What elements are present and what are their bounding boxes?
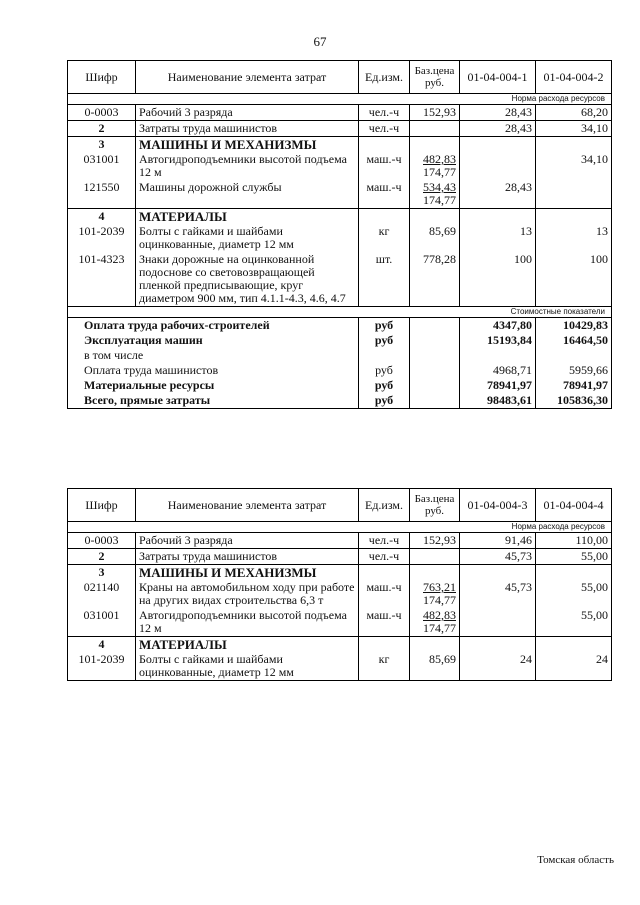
total-value-1: 98483,61 xyxy=(460,393,536,409)
row-value-2: 34,10 xyxy=(536,121,612,137)
section-code: 4 xyxy=(68,637,136,653)
row-unit: маш.-ч xyxy=(359,180,410,209)
total-label: Оплата труда рабочих-строителей xyxy=(68,318,359,334)
row-name: Автогидроподъемники высотой подъема 12 м xyxy=(136,608,359,637)
table-row xyxy=(68,652,612,681)
table-row xyxy=(68,224,612,252)
row-price xyxy=(410,121,460,137)
total-unit: руб xyxy=(359,333,410,348)
header-code: Шифр xyxy=(68,489,136,522)
total-value-1: 4347,80 xyxy=(460,318,536,334)
section-title: МАТЕРИАЛЫ xyxy=(136,209,359,225)
row-price: 152,93 xyxy=(410,105,460,121)
table-row xyxy=(68,180,612,209)
header-name: Наименование элемента затрат xyxy=(136,61,359,94)
row-code: 2 xyxy=(68,549,136,565)
page-number: 67 xyxy=(313,34,327,49)
row-code: 0-0003 xyxy=(68,533,136,549)
footer-region: Томская область xyxy=(537,854,614,866)
row-unit: маш.-ч xyxy=(359,608,410,637)
row-code: 121550 xyxy=(68,180,136,209)
total-value-1: 4968,71 xyxy=(460,363,536,378)
row-code: 101-2039 xyxy=(68,652,136,681)
row-value-1: 100 xyxy=(460,252,536,307)
row-unit: маш.-ч xyxy=(359,580,410,608)
total-label: Всего, прямые затраты xyxy=(68,393,359,409)
total-row xyxy=(68,378,612,393)
header-unit: Ед.изм. xyxy=(359,489,410,522)
row-value-2: 34,10 xyxy=(536,152,612,180)
row-name: Автогидроподъемники высотой подъема 12 м xyxy=(136,152,359,180)
row-unit: чел.-ч xyxy=(359,105,410,121)
section-row xyxy=(68,565,612,581)
row-unit: чел.-ч xyxy=(359,533,410,549)
header-name: Наименование элемента затрат xyxy=(136,489,359,522)
row-price: 85,69 xyxy=(410,224,460,252)
norm-caption: Норма расхода ресурсов xyxy=(68,522,612,533)
row-value-1: 45,73 xyxy=(460,549,536,565)
section-row xyxy=(68,209,612,225)
table-row xyxy=(68,121,612,137)
table-row xyxy=(68,608,612,637)
header-col1: 01-04-004-3 xyxy=(460,489,536,522)
row-name: Знаки дорожные на оцинкованной подосновe со световозвращающей пленкой предписывающие, круг диаметром 900 мм, тип 4.1.1-4.3, 4.6, 4.7 xyxy=(136,252,359,307)
row-code: 031001 xyxy=(68,152,136,180)
section-title: МАШИНЫ И МЕХАНИЗМЫ xyxy=(136,565,359,581)
norm-caption-row xyxy=(68,94,612,105)
row-value-2 xyxy=(536,180,612,209)
row-value-2: 13 xyxy=(536,224,612,252)
row-value-1 xyxy=(460,152,536,180)
total-value-2: 105836,30 xyxy=(536,393,612,409)
header-col2: 01-04-004-4 xyxy=(536,489,612,522)
row-unit: шт. xyxy=(359,252,410,307)
total-row xyxy=(68,333,612,348)
row-name: Затраты труда машинистов xyxy=(136,549,359,565)
row-value-2: 55,00 xyxy=(536,549,612,565)
total-label: Оплата труда машинистов xyxy=(68,363,359,378)
table-row xyxy=(68,580,612,608)
row-code: 0-0003 xyxy=(68,105,136,121)
row-price-labor: 174,77 xyxy=(423,165,456,179)
total-value-2: 78941,97 xyxy=(536,378,612,393)
total-unit: руб xyxy=(359,363,410,378)
section-title: МАТЕРИАЛЫ xyxy=(136,637,359,653)
row-value-1: 28,43 xyxy=(460,180,536,209)
total-value-1: 15193,84 xyxy=(460,333,536,348)
row-unit: кг xyxy=(359,224,410,252)
table-row xyxy=(68,252,612,307)
norms-table-2 xyxy=(67,488,612,681)
total-unit: руб xyxy=(359,318,410,334)
row-price xyxy=(410,580,460,608)
row-unit: чел.-ч xyxy=(359,549,410,565)
total-value-2: 10429,83 xyxy=(536,318,612,334)
section-code: 3 xyxy=(68,137,136,153)
table-row xyxy=(68,152,612,180)
total-row xyxy=(68,318,612,334)
total-row xyxy=(68,393,612,409)
total-label: в том числе xyxy=(68,348,359,363)
row-value-1: 28,43 xyxy=(460,105,536,121)
section-row xyxy=(68,637,612,653)
row-unit: кг xyxy=(359,652,410,681)
total-label: Эксплуатация машин xyxy=(68,333,359,348)
row-price: 152,93 xyxy=(410,533,460,549)
table-header-row xyxy=(68,489,612,522)
header-base-price: Баз.цена руб. xyxy=(410,61,460,94)
total-label: Материальные ресурсы xyxy=(68,378,359,393)
header-col1: 01-04-004-1 xyxy=(460,61,536,94)
header-base-price: Баз.цена руб. xyxy=(410,489,460,522)
row-price-labor: 174,77 xyxy=(423,621,456,635)
row-name: Рабочий 3 разряда xyxy=(136,533,359,549)
row-price xyxy=(410,180,460,209)
norms-table-1 xyxy=(67,60,612,409)
header-col2: 01-04-004-2 xyxy=(536,61,612,94)
row-value-1 xyxy=(460,608,536,637)
row-price-labor: 174,77 xyxy=(423,193,456,207)
total-value-2: 5959,66 xyxy=(536,363,612,378)
table-row xyxy=(68,105,612,121)
row-price-main: 534,43 xyxy=(423,180,456,194)
total-unit: руб xyxy=(359,378,410,393)
row-value-2: 100 xyxy=(536,252,612,307)
row-value-2: 24 xyxy=(536,652,612,681)
section-code: 4 xyxy=(68,209,136,225)
row-price xyxy=(410,152,460,180)
row-code: 031001 xyxy=(68,608,136,637)
table-header-row xyxy=(68,61,612,94)
row-name: Болты с гайками и шайбами оцинкованные, диаметр 12 мм xyxy=(136,652,359,681)
row-value-2: 55,00 xyxy=(536,608,612,637)
total-row xyxy=(68,363,612,378)
header-code: Шифр xyxy=(68,61,136,94)
row-value-1: 45,73 xyxy=(460,580,536,608)
row-value-2: 68,20 xyxy=(536,105,612,121)
row-value-1: 28,43 xyxy=(460,121,536,137)
row-code: 2 xyxy=(68,121,136,137)
row-value-2: 110,00 xyxy=(536,533,612,549)
row-value-1: 13 xyxy=(460,224,536,252)
row-price-main: 482,83 xyxy=(423,152,456,166)
row-name: Машины дорожной службы xyxy=(136,180,359,209)
row-value-1: 24 xyxy=(460,652,536,681)
row-name: Рабочий 3 разряда xyxy=(136,105,359,121)
row-name: Затраты труда машинистов xyxy=(136,121,359,137)
row-value-1: 91,46 xyxy=(460,533,536,549)
total-unit: руб xyxy=(359,393,410,409)
row-price xyxy=(410,549,460,565)
cost-caption: Стоимостные показатели xyxy=(68,307,612,318)
header-unit: Ед.изм. xyxy=(359,61,410,94)
section-code: 3 xyxy=(68,565,136,581)
row-unit: чел.-ч xyxy=(359,121,410,137)
table-row xyxy=(68,533,612,549)
row-name: Болты с гайками и шайбами оцинкованные, диаметр 12 мм xyxy=(136,224,359,252)
row-price: 85,69 xyxy=(410,652,460,681)
total-value-1: 78941,97 xyxy=(460,378,536,393)
row-code: 101-2039 xyxy=(68,224,136,252)
row-price: 778,28 xyxy=(410,252,460,307)
section-row xyxy=(68,137,612,153)
row-unit: маш.-ч xyxy=(359,152,410,180)
row-price-labor: 174,77 xyxy=(423,593,456,607)
row-value-2: 55,00 xyxy=(536,580,612,608)
cost-caption-row xyxy=(68,307,612,318)
norm-caption: Норма расхода ресурсов xyxy=(68,94,612,105)
total-row xyxy=(68,348,612,363)
row-name: Краны на автомобильном ходу при работе на других видах строительства 6,3 т xyxy=(136,580,359,608)
row-price xyxy=(410,608,460,637)
row-code: 021140 xyxy=(68,580,136,608)
row-price-main: 482,83 xyxy=(423,608,456,622)
table-row xyxy=(68,549,612,565)
row-code: 101-4323 xyxy=(68,252,136,307)
norm-caption-row xyxy=(68,522,612,533)
row-price-main: 763,21 xyxy=(423,580,456,594)
section-title: МАШИНЫ И МЕХАНИЗМЫ xyxy=(136,137,359,153)
total-value-2: 16464,50 xyxy=(536,333,612,348)
